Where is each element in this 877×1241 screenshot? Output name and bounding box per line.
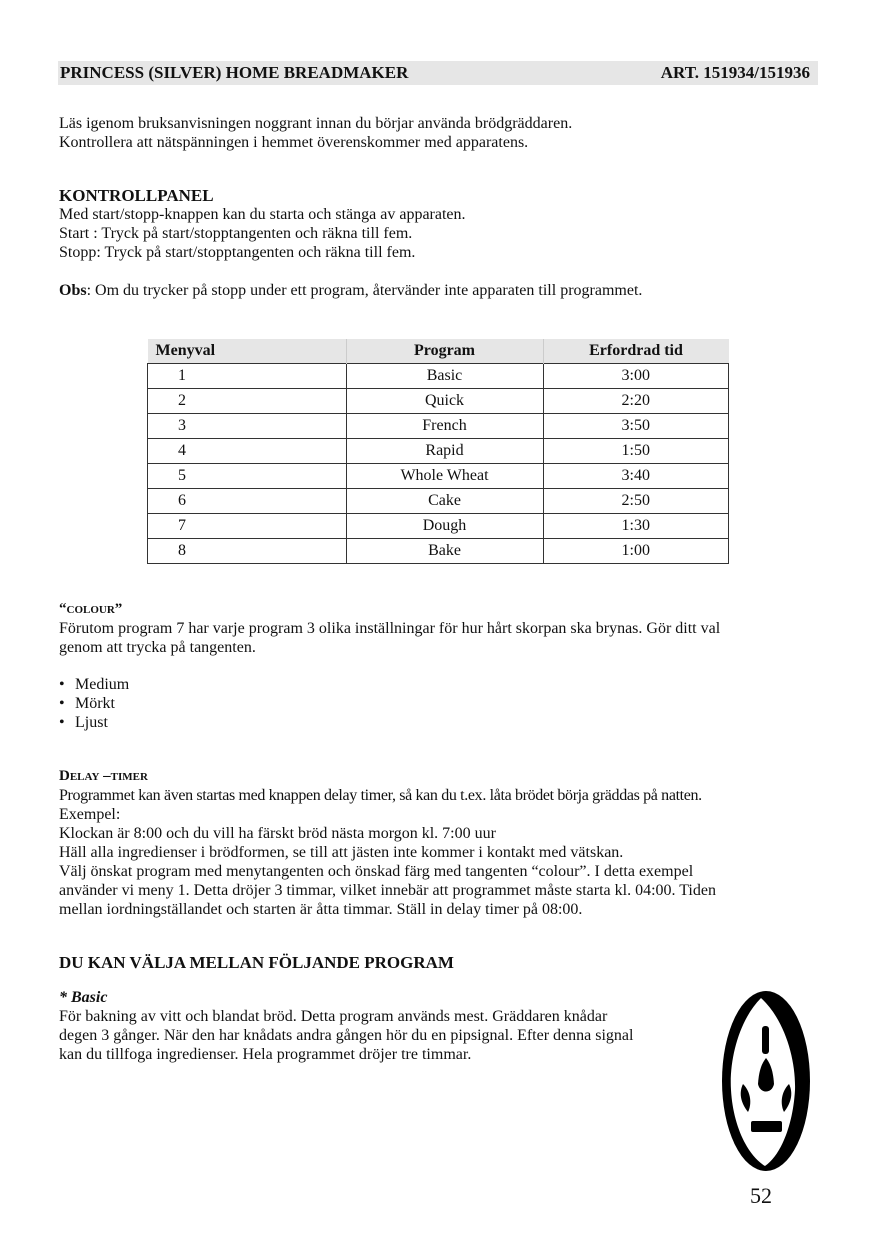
column-header: Erfordrad tid [543, 339, 729, 364]
table-cell: 3:00 [543, 364, 729, 389]
header-title: PRINCESS (SILVER) HOME BREADMAKER [60, 63, 409, 82]
table-cell: 1:00 [543, 539, 729, 564]
programs-heading: DU KAN VÄLJA MELLAN FÖLJANDE PROGRAM [59, 953, 454, 972]
list-item [59, 713, 720, 732]
table-row [148, 414, 729, 439]
table-row [148, 389, 729, 414]
delay-timer-section [59, 767, 716, 919]
intro-section [59, 114, 572, 152]
intro-line: Kontrollera att nätspänningen i hemmet överenskommer med apparatens. [59, 134, 529, 151]
kontrollpanel-line: Stopp: Tryck på start/stopptangenten och räkna till fem. [59, 244, 416, 261]
delay-line: Klockan är 8:00 och du vill ha färskt bröd nästa morgon kl. 7:00 uur [59, 825, 496, 842]
delay-line: använder vi meny 1. Detta dröjer 3 timmar, vilket innebär att programmet måste starta kl. 04:00. Tiden [59, 882, 716, 899]
obs-label: Obs [59, 282, 87, 299]
colour-option: Medium [75, 676, 130, 693]
table-row [148, 464, 729, 489]
colour-options-list [59, 675, 720, 732]
table-cell: 6 [148, 489, 347, 514]
breadmaker-logo-icon [721, 990, 811, 1172]
bullet-icon: • [59, 676, 65, 693]
table-cell: 7 [148, 514, 347, 539]
table-cell: 2:50 [543, 489, 729, 514]
colour-line: genom att trycka på tangenten. [59, 639, 256, 656]
column-header: Menyval [148, 339, 347, 364]
column-header: Program [346, 339, 543, 364]
kontrollpanel-line: Start : Tryck på start/stopptangenten och räkna till fem. [59, 225, 413, 242]
kontrollpanel-heading: KONTROLLPANEL [59, 186, 214, 205]
colour-option: Ljust [75, 714, 108, 731]
delay-heading: Delay –timer [59, 768, 148, 784]
delay-line: Välj önskat program med menytangenten och önskad färg med tangenten “colour”. I detta exempel [59, 863, 694, 880]
table-cell: Rapid [346, 439, 543, 464]
list-item [59, 675, 720, 694]
table-cell: 8 [148, 539, 347, 564]
table-cell: Basic [346, 364, 543, 389]
delay-line: Exempel: [59, 806, 121, 823]
kontrollpanel-section [59, 186, 642, 300]
list-item [59, 694, 720, 713]
colour-section [59, 600, 720, 732]
colour-line: Förutom program 7 har varje program 3 olika inställningar för hur hårt skorpan ska brynas. Gör ditt val [59, 620, 721, 637]
table-row [148, 439, 729, 464]
programs-section [59, 953, 633, 1064]
delay-line: mellan iordningställandet och starten är åtta timmar. Ställ in delay timer på 08:00. [59, 901, 583, 918]
table-cell: Whole Wheat [346, 464, 543, 489]
bullet-icon: • [59, 695, 65, 712]
table-row [148, 539, 729, 564]
colour-option: Mörkt [75, 695, 115, 712]
table-row [148, 364, 729, 389]
table-cell: 1:50 [543, 439, 729, 464]
table-cell: 5 [148, 464, 347, 489]
bullet-icon: • [59, 714, 65, 731]
table-cell: Dough [346, 514, 543, 539]
intro-line: Läs igenom bruksanvisningen noggrant innan du börjar använda brödgräddaren. [59, 115, 573, 132]
basic-title: * Basic [59, 989, 108, 1006]
basic-line: kan du tillfoga ingredienser. Hela programmet dröjer tre timmar. [59, 1046, 472, 1063]
table-cell: 2 [148, 389, 347, 414]
table-cell: Cake [346, 489, 543, 514]
header-article-number: ART. 151934/151936 [660, 63, 810, 82]
table-row [148, 514, 729, 539]
table-cell: Bake [346, 539, 543, 564]
table-cell: 1:30 [543, 514, 729, 539]
table-cell: 2:20 [543, 389, 729, 414]
delay-line: Programmet kan även startas med knappen delay timer, så kan du t.ex. låta brödet börja gräddas på natten. [59, 787, 702, 804]
basic-line: degen 3 gånger. När den har knådats andra gången hör du en pipsignal. Efter denna signal [59, 1027, 634, 1044]
basic-line: För bakning av vitt och blandat bröd. Detta program används mest. Gräddaren knådar [59, 1008, 608, 1025]
table-cell: 1 [148, 364, 347, 389]
table-cell: 3 [148, 414, 347, 439]
program-table [147, 339, 729, 564]
table-header-row [148, 339, 729, 364]
colour-heading: “colour” [59, 601, 123, 617]
obs-note [59, 281, 642, 300]
table-cell: 3:50 [543, 414, 729, 439]
delay-line: Häll alla ingredienser i brödformen, se till att jästen inte kommer i kontakt med vätskan. [59, 844, 624, 861]
table-cell: 3:40 [543, 464, 729, 489]
table-row [148, 489, 729, 514]
page-header [58, 61, 818, 85]
page-number: 52 [750, 1183, 772, 1208]
table-cell: French [346, 414, 543, 439]
obs-text: : Om du trycker på stopp under ett program, återvänder inte apparaten till programmet. [86, 282, 643, 299]
kontrollpanel-line: Med start/stopp-knappen kan du starta och stänga av apparaten. [59, 206, 466, 223]
table-cell: 4 [148, 439, 347, 464]
table-cell: Quick [346, 389, 543, 414]
